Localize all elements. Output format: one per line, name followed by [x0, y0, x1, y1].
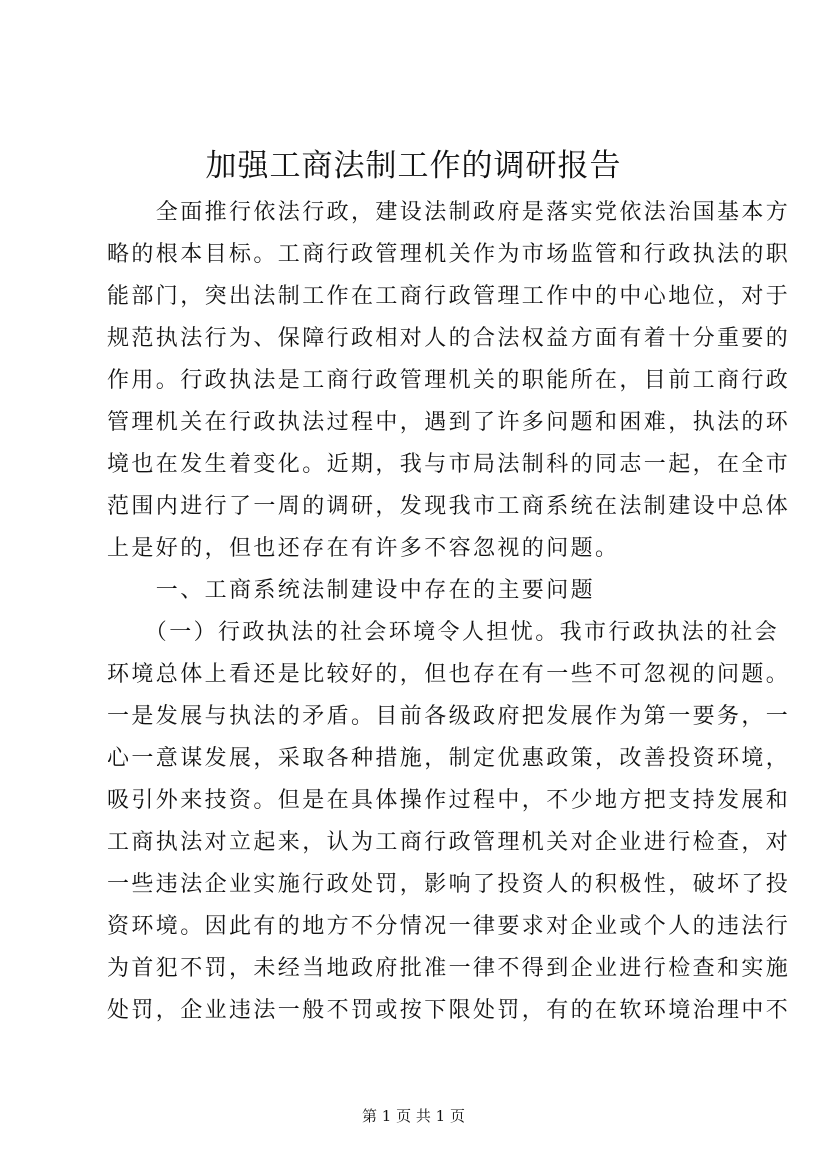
page-number-footer: 第 1 页 共 1 页	[362, 1107, 465, 1125]
body-line: 能部门，突出法制工作在工商行政管理工作中的中心地位，对于	[107, 284, 791, 309]
body-line: 上是好的，但也还存在有许多不容忽视的问题。	[107, 536, 620, 561]
body-line: 工商执法对立起来，认为工商行政管理机关对企业进行检查，对	[107, 830, 791, 855]
body-line: 作用。行政执法是工商行政管理机关的职能所在，目前工商行政	[107, 368, 791, 393]
body-line: 全面推行依法行政，建设法制政府是落实党依法治国基本方	[107, 200, 791, 225]
body-line: 管理机关在行政执法过程中，遇到了许多问题和困难，执法的环	[107, 410, 791, 435]
body-line: 范围内进行了一周的调研，发现我市工商系统在法制建设中总体	[107, 494, 791, 519]
body-line: 一些违法企业实施行政处罚，影响了投资人的积极性，破坏了投	[107, 872, 791, 897]
body-line: （一）行政执法的社会环境令人担忧。我市行政执法的社会	[107, 620, 780, 645]
body-line: 规范执法行为、保障行政相对人的合法权益方面有着十分重要的	[107, 326, 791, 351]
body-line: 境也在发生着变化。近期，我与市局法制科的同志一起，在全市	[107, 452, 791, 477]
body-line: 心一意谋发展，采取各种措施，制定优惠政策，改善投资环境，	[107, 746, 791, 771]
section-heading: 一、工商系统法制建设中存在的主要问题	[107, 578, 596, 603]
document-title: 加强工商法制工作的调研报告	[205, 148, 622, 184]
body-line: 一是发展与执法的矛盾。目前各级政府把发展作为第一要务，一	[107, 704, 791, 729]
body-line: 为首犯不罚，未经当地政府批准一律不得到企业进行检查和实施	[107, 956, 791, 981]
body-line: 环境总体上看还是比较好的，但也存在有一些不可忽视的问题。	[107, 662, 791, 687]
body-line: 处罚，企业违法一般不罚或按下限处罚，有的在软环境治理中不	[107, 998, 791, 1023]
body-line: 吸引外来技资。但是在具体操作过程中，不少地方把支持发展和	[107, 788, 791, 813]
body-line: 资环境。因此有的地方不分情况一律要求对企业或个人的违法行	[107, 914, 791, 939]
body-line: 略的根本目标。工商行政管理机关作为市场监管和行政执法的职	[107, 242, 791, 267]
